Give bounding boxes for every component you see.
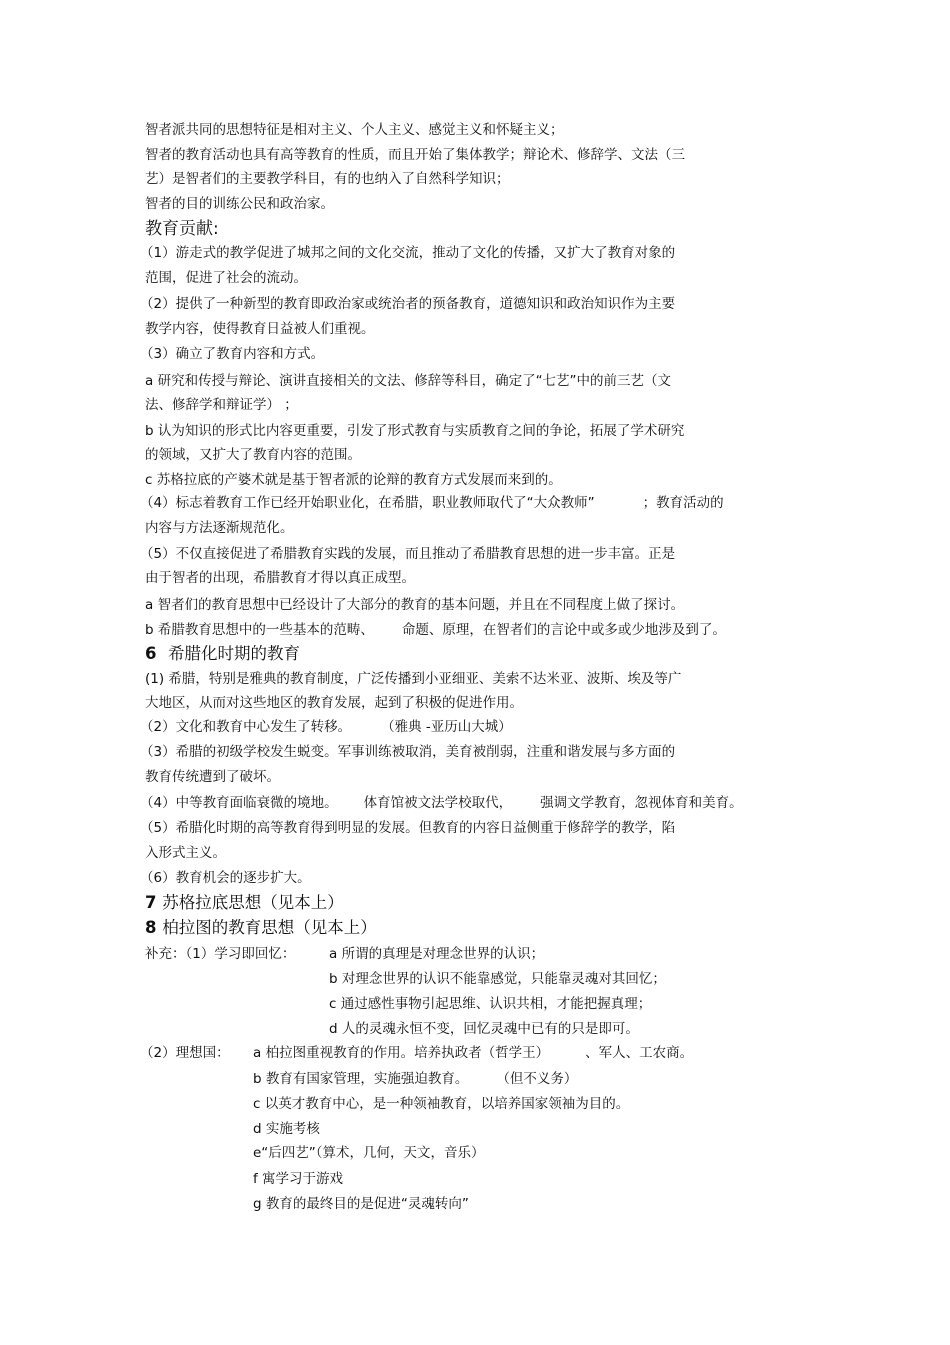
contrib-p2-line-2: 教学内容，使得教育日益被人们重视。 xyxy=(145,321,375,337)
contrib-p5-line-2: 由于智者的出现，希腊教育才得以真正成型。 xyxy=(145,570,415,586)
intro-line-3: 艺）是智者们的主要教学科目，有的也纳入了自然科学知识； xyxy=(145,171,510,187)
supplement-item-a: a 所谓的真理是对理念世界的认识； xyxy=(329,946,545,962)
contrib-p3-a-line-1: a 研究和传授与辩论、演讲直接相关的文法、修辞等科目，确定了“七艺”中的前三艺（文 xyxy=(145,373,672,389)
intro-line-2: 智者的教育活动也具有高等教育的性质，而且开始了集体教学；辩论术、修辞学、文法（三 xyxy=(145,147,685,163)
republic-label: （2）理想国： xyxy=(140,1045,230,1061)
intro-line-1: 智者派共同的思想特征是相对主义、个人主义、感觉主义和怀疑主义； xyxy=(145,122,564,138)
hellenistic-p4 xyxy=(140,794,743,812)
section-6-heading xyxy=(145,643,300,665)
republic-item-e: e“后四艺”（算术，几何，天文，音乐） xyxy=(253,1145,485,1161)
contrib-p4-left: （4）标志着教育工作已经开始职业化，在希腊，职业教师取代了“大众教师” xyxy=(140,495,595,511)
hellenistic-p4-a: （4）中等教育面临衰微的境地。 xyxy=(140,795,338,811)
supplement-label: 补充：（1）学习即回忆： xyxy=(145,946,296,962)
section-8-note: （见本上） xyxy=(294,918,377,937)
hellenistic-p1-line-1: (1) 希腊，特别是雅典的教育制度，广泛传播到小亚细亚、美索不达米亚、波斯、埃及等广 xyxy=(145,671,682,687)
section-7-title: 苏格拉底思想 xyxy=(162,893,262,912)
hellenistic-p3-line-1: （3）希腊的初级学校发生蜕变。军事训练被取消，美育被削弱，注重和谐发展与多方面的 xyxy=(140,744,676,760)
supplement-item-d: d 人的灵魂永恒不变，回忆灵魂中已有的只是即可。 xyxy=(329,1021,639,1037)
hellenistic-p4-b: 体育馆被文法学校取代， xyxy=(363,795,513,811)
hellenistic-p2-left: （2）文化和教育中心发生了转移。 xyxy=(140,719,352,735)
contrib-p5-a: a 智者们的教育思想中已经设计了大部分的教育的基本问题，并且在不同程度上做了探讨。 xyxy=(145,597,685,613)
section-7-heading xyxy=(145,892,344,914)
republic-item-b-left: b 教育有国家管理，实施强迫教育。 xyxy=(253,1071,469,1087)
republic-item-a-left: a 柏拉图重视教育的作用。培养执政者（哲学王） xyxy=(253,1045,550,1061)
section-7-note: （见本上） xyxy=(261,893,344,912)
contrib-p5-line-1: （5）不仅直接促进了希腊教育实践的发展，而且推动了希腊教育思想的进一步丰富。正是 xyxy=(140,546,676,562)
intro-line-4: 智者的目的训练公民和政治家。 xyxy=(145,196,334,212)
section-7-number: 7 xyxy=(145,893,157,912)
hellenistic-p2 xyxy=(140,718,512,736)
section-6-title: 希腊化时期的教育 xyxy=(167,644,300,663)
contrib-p4-line-2: 内容与方法逐渐规范化。 xyxy=(145,520,294,536)
contrib-p2-line-1: （2）提供了一种新型的教育即政治家或统治者的预备教育，道德知识和政治知识作为主要 xyxy=(140,296,676,312)
republic-item-b xyxy=(253,1070,577,1088)
supplement-item-c: c 通过感性事物引起思维、认识共相，才能把握真理； xyxy=(329,996,652,1012)
hellenistic-p3-line-2: 教育传统遭到了破坏。 xyxy=(145,769,280,785)
contrib-p5-b xyxy=(145,621,726,639)
republic-item-b-right: （但不义务） xyxy=(496,1071,578,1087)
republic-item-f: f 寓学习于游戏 xyxy=(253,1171,344,1187)
contrib-p3-a-line-2: 法、修辞学和辩证学） ； xyxy=(145,397,298,413)
hellenistic-p1-line-2: 大地区，从而对这些地区的教育发展，起到了积极的促进作用。 xyxy=(145,695,523,711)
contrib-p3: （3）确立了教育内容和方式。 xyxy=(140,346,325,362)
hellenistic-p5-line-1: （5）希腊化时期的高等教育得到明显的发展。但教育的内容日益侧重于修辞学的教学，陷 xyxy=(140,820,676,836)
contrib-p3-b-line-2: 的领域，又扩大了教育内容的范围。 xyxy=(145,447,361,463)
hellenistic-p4-c: 强调文学教育，忽视体育和美育。 xyxy=(540,795,743,811)
hellenistic-p2-right: （雅典 -亚历山大城） xyxy=(381,719,512,735)
section-6-number: 6 xyxy=(145,644,157,663)
section-8-heading xyxy=(145,917,377,939)
contrib-p5-b-right: 命题、原理，在智者们的言论中或多或少地涉及到了。 xyxy=(401,622,726,638)
contrib-p1-line-2: 范围，促进了社会的流动。 xyxy=(145,270,307,286)
section-8-number: 8 xyxy=(145,918,157,937)
hellenistic-p6: （6）教育机会的逐步扩大。 xyxy=(140,870,311,886)
contrib-p4-line-1 xyxy=(140,494,724,512)
contrib-p1-line-1: （1）游走式的教学促进了城邦之间的文化交流，推动了文化的传播，又扩大了教育对象的 xyxy=(140,245,676,261)
contrib-p3-c: c 苏格拉底的产婆术就是基于智者派的论辩的教育方式发展而来到的。 xyxy=(145,472,562,488)
contrib-heading: 教育贡献: xyxy=(145,219,219,239)
supplement-item-b: b 对理念世界的认识不能靠感觉，只能靠灵魂对其回忆； xyxy=(329,971,666,987)
contrib-p3-b-line-1: b 认为知识的形式比内容更重要，引发了形式教育与实质教育之间的争论，拓展了学术研究 xyxy=(145,423,685,439)
republic-item-c: c 以英才教育中心，是一种领袖教育，以培养国家领袖为目的。 xyxy=(253,1096,630,1112)
republic-item-d: d 实施考核 xyxy=(253,1121,320,1137)
republic-item-a-right: 、军人、工农商。 xyxy=(585,1045,694,1061)
contrib-p4-right: ；教育活动的 xyxy=(642,495,724,511)
republic-item-a xyxy=(253,1044,693,1062)
hellenistic-p5-line-2: 入形式主义。 xyxy=(145,845,226,861)
contrib-p5-b-left: b 希腊教育思想中的一些基本的范畴、 xyxy=(145,622,374,638)
republic-item-g: g 教育的最终目的是促进“灵魂转向” xyxy=(253,1196,469,1212)
section-8-title: 柏拉图的教育思想 xyxy=(162,918,295,937)
